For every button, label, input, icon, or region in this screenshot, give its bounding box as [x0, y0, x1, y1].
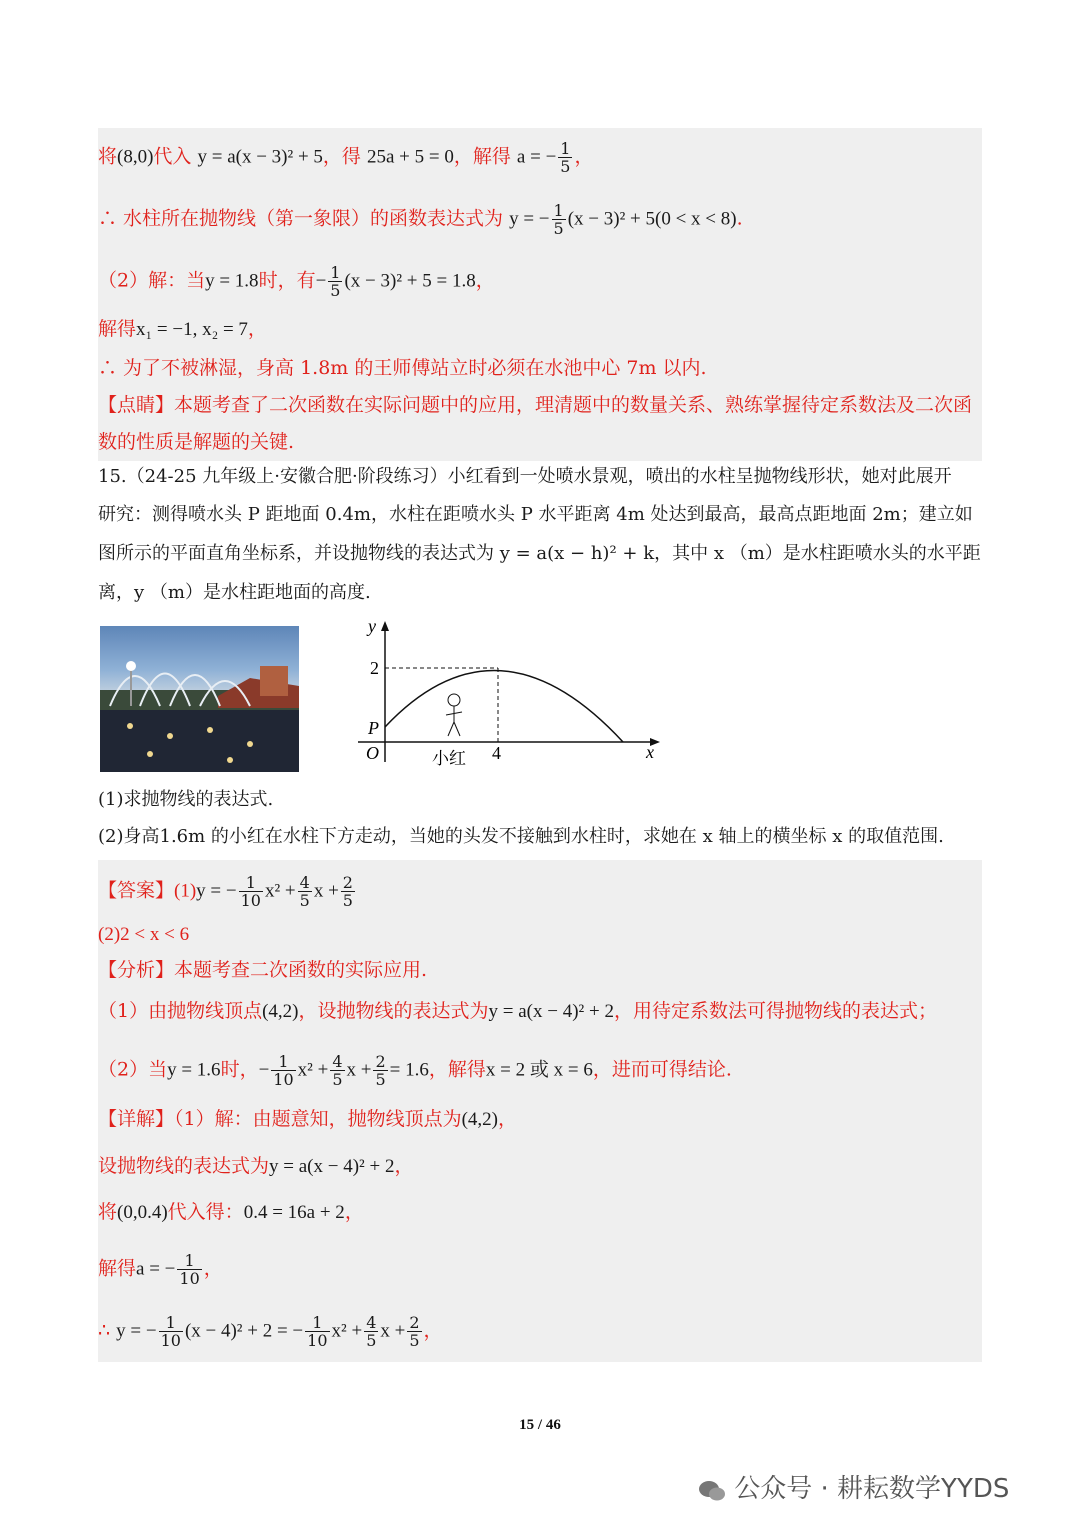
y-tick-label: 2 [370, 658, 379, 678]
fraction: $\frac{1}{5}$ [560, 139, 571, 176]
page-number: 15 / 46 [519, 1417, 561, 1433]
watermark-text: 公众号 · 耕耘数学YYDS [734, 1474, 1010, 1504]
xiangjie-line-3: 将(0,0.4)代入得：0.4 = 16a + 2， [98, 1201, 364, 1223]
answer-line-1: 【答案】(1)y = − $\frac{1}{10}$ x² + $\frac{4}{5}$ x + $\frac{2}{5}$ [98, 873, 353, 910]
xiangjie-line-2: 设抛物线的表达式为y = a(x − 4)² + 2， [98, 1155, 414, 1177]
question-para-2: 研究：测得喷水头 P 距地面 0.4m，水柱在距喷水头 P 水平距离 4m 处达到最高，最高点距地面 2m；建立如 [98, 504, 973, 525]
watermark [698, 1468, 1009, 1505]
origin-label: O [366, 743, 379, 763]
fraction: $\frac{2}{5}$ [342, 873, 353, 910]
solution-line-1: 将(8,0)代入 y = a(x − 3)² + 5，得 25a + 5 = 0，解得 a = − $\frac{1}{5}$ ， [98, 139, 594, 176]
person-leg [454, 722, 460, 736]
dianjing-line-1: 【点睛】本题考查了二次函数在实际问题中的应用，理清题中的数量关系、熟练掌握待定系数法及二次函 [98, 394, 973, 416]
dianjing-line-2: 数的性质是解题的关键. [98, 431, 295, 453]
question-para-4: 离，y （m）是水柱距地面的高度. [98, 582, 371, 603]
fraction: $\frac{1}{10}$ [179, 1251, 200, 1288]
solution-line-2: ∴ 水柱所在抛物线（第一象限）的函数表达式为 y = − $\frac{1}{5}$ (x − 3)² + 5(0 < x < 8). [98, 201, 743, 238]
parabola-figure [350, 612, 670, 772]
xiangjie-line-1: 【详解】（1）解：由题意知，抛物线顶点为(4,2)， [98, 1108, 518, 1130]
fraction: $\frac{4}{5}$ [366, 1313, 377, 1350]
answer-line-2: (2)2 < x < 6 [98, 924, 190, 945]
fraction: $\frac{1}{10}$ [160, 1313, 181, 1350]
y-axis-label: y [368, 616, 376, 636]
fenxi-step-2: （2）当y = 1.6时，− $\frac{1}{10}$ x² + $\frac{4}{5}$ x + $\frac{2}{5}$ = 1.6，解得x = 2 或 x = 6，进而可得结论. [98, 1052, 732, 1089]
x-tick-label: 4 [492, 743, 501, 763]
fraction: $\frac{1}{10}$ [240, 873, 261, 910]
question-para-1: 15.（24-25 九年级上·安徽合肥·阶段练习）小红看到一处喷水景观，喷出的水柱呈抛物线形状，她对此展开 [98, 466, 952, 487]
p-label: P [368, 718, 379, 738]
fraction: $\frac{1}{10}$ [307, 1313, 328, 1350]
fraction: $\frac{4}{5}$ [332, 1052, 343, 1089]
person-head [448, 694, 460, 706]
fenxi-line: 【分析】本题考查二次函数的实际应用. [98, 959, 428, 981]
solution-line-4: 解得x₁ = −1, x₂ = 7， [98, 318, 267, 340]
wechat-icon [698, 1479, 726, 1501]
subquestion-1: (1)求抛物线的表达式. [98, 789, 274, 810]
solution-line-3: （2）解：当y = 1.8时，有− $\frac{1}{5}$ (x − 3)² + 5 = 1.8， [98, 263, 495, 300]
xiangjie-line-4: 解得a = − $\frac{1}{10}$ ， [98, 1251, 223, 1288]
fraction: $\frac{1}{5}$ [330, 263, 341, 300]
fraction: $\frac{2}{5}$ [409, 1313, 420, 1350]
y-axis-arrow-icon [381, 621, 389, 631]
xiangjie-line-5: ∴ y = − $\frac{1}{10}$ (x − 4)² + 2 = − $\frac{1}{10}$ x² + $\frac{4}{5}$ x + $\frac{2}{5}$ ， [98, 1313, 443, 1350]
fraction: $\frac{2}{5}$ [375, 1052, 386, 1089]
fraction: $\frac{1}{5}$ [553, 201, 564, 238]
fraction: $\frac{1}{10}$ [273, 1052, 294, 1089]
parabola-curve [385, 671, 623, 742]
fenxi-step-1: （1）由抛物线顶点(4,2)，设抛物线的表达式为y = a(x − 4)² + 2，用待定系数法可得抛物线的表达式； [98, 1000, 937, 1022]
fraction: $\frac{4}{5}$ [299, 873, 310, 910]
person-leg [448, 722, 454, 736]
fountain-photo-art [100, 626, 299, 772]
question-para-3: 图所示的平面直角坐标系，并设抛物线的表达式为 y = a(x − h)² + k，其中 x （m）是水柱距喷水头的水平距 [98, 543, 981, 564]
person-label: 小红 [432, 749, 466, 769]
fountain-photo [100, 626, 299, 772]
subquestion-2: (2)身高1.6m 的小红在水柱下方走动，当她的头发不接触到水柱时，求她在 x 轴上的横坐标 x 的取值范围. [98, 826, 944, 847]
solution-conclusion: ∴ 为了不被淋湿，身高 1.8m 的王师傅站立时必须在水池中心 7m 以内. [98, 357, 707, 379]
x-axis-label: x [646, 742, 654, 762]
